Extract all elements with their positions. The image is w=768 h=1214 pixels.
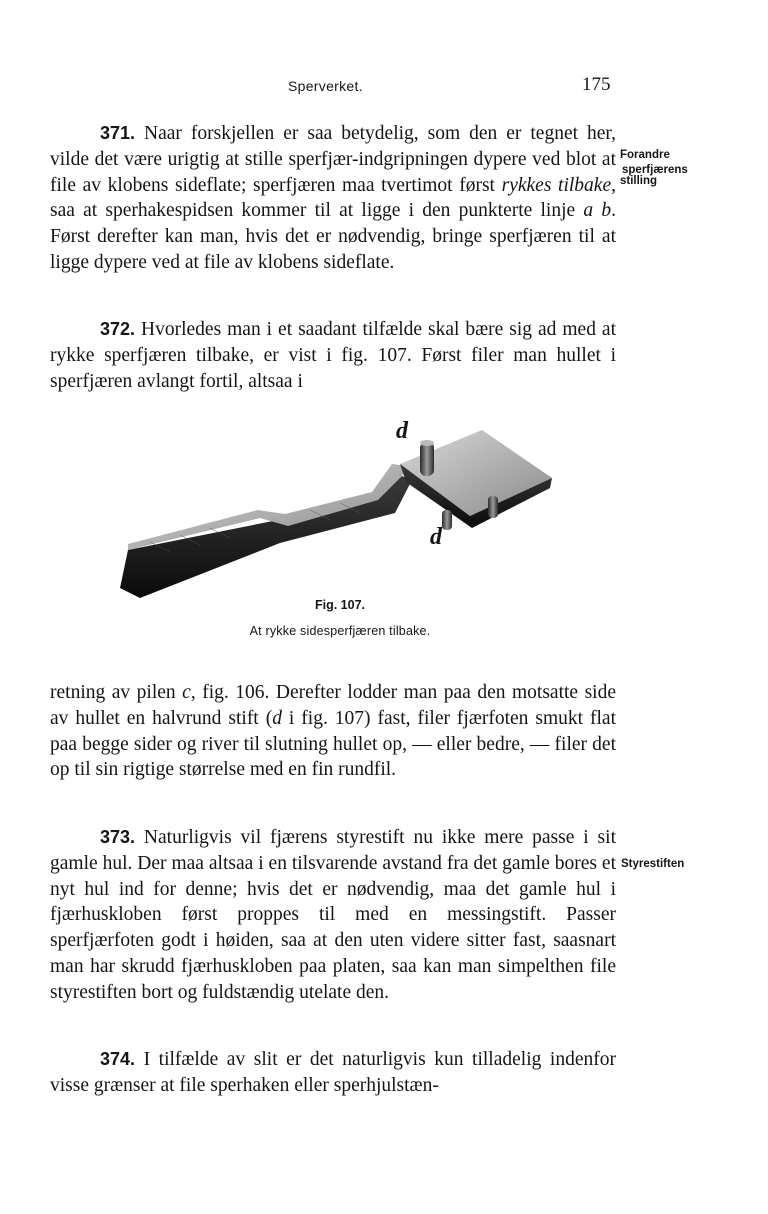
section-number: 371.: [100, 123, 136, 143]
emphasis-text: rykkes tilbake: [501, 174, 612, 196]
body-text: Naturligvis vil fjærens styrestift nu ikke mere passe i sit gamle hul. Der maa altsaa i en tilsvarende avstand fra det gamle bores et nyt hul ind for denne; hvis det er nødvendig, maa det gamle hul i fjærhuskloben først proppes til med en messingstift. Passer sperfjærfoten godt i høiden, saa at den uten videre sitter fast, saasnart man har skrudd fjærhuskloben paa platen, saa kan man simpelthen file styrestiften bort og fuldstændig utelate den.: [50, 827, 616, 1003]
margin-note-line: Forandre: [620, 149, 670, 161]
pin-bottom-left: [442, 510, 452, 530]
running-title: Sperverket.: [288, 78, 363, 94]
margin-note-line: stilling: [620, 175, 658, 187]
paragraph-371: [50, 121, 616, 276]
margin-note-forandre: [620, 149, 760, 187]
margin-note-line: sperfjærens: [622, 164, 688, 176]
body-text: , saa at sperhakespidsen kommer til at ligge i den punkterte linje: [50, 174, 616, 222]
body-text: Naar forskjellen er saa betydelig, som den er tegnet her, vilde det være urigtig at stille sperfjær-indgripningen dypere ved blot at file av klobens sideflate; sperfjæren maa tvertimot først: [50, 123, 616, 196]
body-text: Hvorledes man i et saadant tilfælde skal bære sig ad med at rykke sperfjæren tilbake, er vist i fig. 107. Først filer man hullet i sperfjæren avlangt fortil, altsaa i: [50, 319, 616, 392]
paragraph-372: [50, 317, 616, 394]
paragraph-374: [50, 1047, 616, 1099]
body-text: retning av pilen: [50, 682, 183, 703]
emphasis-text: c: [182, 682, 191, 703]
figure-label-d-top: d: [396, 418, 408, 444]
margin-note-line: Styrestiften: [621, 858, 685, 870]
section-371: [50, 121, 616, 276]
emphasis-text: a b: [583, 200, 612, 222]
page-number: 175: [582, 74, 611, 95]
body-text: , fig. 106. Derefter lodder man paa den motsatte side av hullet en halvrund stift (: [50, 682, 616, 729]
section-373: [50, 825, 616, 1006]
section-372: [50, 317, 616, 394]
body-text: . Først derefter kan man, hvis det er nødvendig, bringe sperfjæren til at ligge dypere ved at file av klobens sideflate.: [50, 200, 616, 273]
figure-number: Fig. 107.: [314, 598, 366, 612]
paragraph-372-continued: [50, 680, 616, 783]
section-374: [50, 1047, 616, 1099]
figure-107: [110, 418, 570, 650]
section-372-continued: [50, 680, 616, 783]
pin-top: [420, 442, 434, 476]
figure-caption: At rykke sidesperfjæren tilbake.: [249, 624, 431, 638]
body-text: i fig. 107) fast, filer fjærfoten smukt flat paa begge sider og river til slutning hullet op, — eller bedre, — filer det op til sin rigtige størrelse med en fin rundfil.: [50, 707, 616, 781]
pin-bottom-right: [488, 496, 498, 518]
margin-note-styrestiften: [621, 858, 761, 870]
section-number: 374.: [100, 1049, 136, 1069]
section-number: 373.: [100, 827, 136, 847]
sperfjaer-illustration: [110, 418, 570, 598]
section-number: 372.: [100, 319, 136, 339]
emphasis-text: d: [272, 707, 282, 729]
page-header: [0, 74, 768, 102]
paragraph-373: [50, 825, 616, 1006]
figure-label-d-bottom: d: [430, 524, 442, 550]
body-text: I tilfælde av slit er det naturligvis kun tilladelig indenfor visse grænser at file sperhaken eller sperhjulstæn-: [50, 1049, 616, 1096]
